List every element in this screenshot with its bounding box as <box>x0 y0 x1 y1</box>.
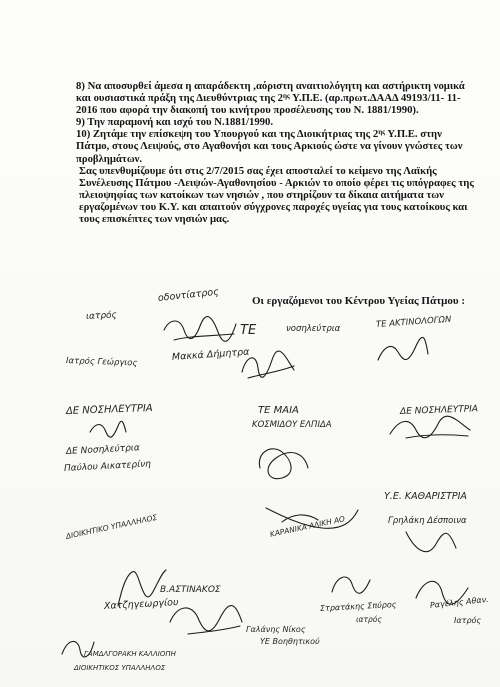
signature-scribble <box>58 632 98 662</box>
handwritten-label: Γαλάνης Νίκος <box>246 625 306 634</box>
handwritten-label: Β.ΑΣΤΙΝΑΚΟΣ <box>160 585 221 595</box>
handwritten-label: Υ.Ε. ΚΑΘΑΡΙΣΤΡΙΑ <box>384 491 467 502</box>
signature-scribble <box>166 598 246 642</box>
superscript: ης <box>378 128 386 137</box>
handwritten-label: ΤΕ ΜΑΙΑ <box>258 405 299 416</box>
handwritten-label: ιατρός <box>85 310 118 322</box>
handwritten-label: νοσηλεύτρια <box>286 324 341 334</box>
signature-scribble <box>412 568 472 614</box>
handwritten-label: ΚΟΣΜΙΔΟΥ ΕΛΠΙΔΑ <box>252 420 332 430</box>
handwritten-label: Παύλου Αικατερίνη <box>63 459 152 474</box>
signature-scribble <box>386 414 472 442</box>
signature-scribble <box>400 522 460 562</box>
handwritten-label: ΚΑΡΑΝΙΚΑ ΑΛΙΚΗ ΑΟ <box>269 514 346 539</box>
paragraph-8 <box>76 80 476 116</box>
handwritten-label: ΔΕ ΝΟΣΗΛΕΥΤΡΙΑ <box>65 402 153 417</box>
signature-scribble <box>372 336 432 368</box>
superscript: ης <box>282 92 290 101</box>
signature-scribble <box>88 418 128 438</box>
signature-scribble <box>238 348 298 382</box>
signature-scribble <box>252 438 312 484</box>
signature-scribble <box>160 312 240 348</box>
signature-scribble <box>326 568 376 604</box>
handwritten-label: Γρηλάκη Δέσποινα <box>388 516 467 526</box>
handwritten-label: ΤΕ <box>240 323 257 338</box>
paragraph-10-rest: Υ.Π.Ε. στην Πάτμο, στους Λειψούς, στο Αγαθονήσι και τους Αρκιούς ώστε να γίνουν γνώστες των προβλημάτων. <box>76 128 463 165</box>
handwritten-label: ΤΕ ΑΚΤΙΝΟΛΟΓΩΝ <box>375 314 452 330</box>
paragraph-reminder: Σας υπενθυμίζουμε ότι στις 2/7/2015 σας έχει αποσταλεί το κείμενο της Λαϊκής Συνέλευσης Πάτμου -Λειψών-Αγαθονησίου - Αρκιών το οποίο φέρει τις υπόγραφες της πλειοψηφίας των κατοίκων των νησιών , που στηρίζουν τα δίκαια αιτήματα των εργαζομένων του Κ.Υ. και απαιτούν σύγχρονες παροχές υγείας για τους κατοίκους και τους επισκέπτες των νησιών μας. <box>79 164 474 226</box>
handwritten-label: ΔΙΟΙΚΗΤΙΚΟΣ ΥΠΑΛΛΗΛΟΣ <box>74 664 166 672</box>
paragraph-9: 9) Την παραμονή και ισχύ του Ν.1881/1990. <box>76 116 274 129</box>
handwritten-label: Στρατάκης Σπύρος <box>319 600 397 613</box>
signatures-heading: Οι εργαζόμενοι του Κέντρου Υγείας Πάτμου : <box>252 295 466 307</box>
handwritten-label: ΥΕ Βοηθητικού <box>260 637 320 646</box>
handwritten-label: Μακκά Δήμητρα <box>171 346 250 363</box>
handwritten-label: ΔΕ ΝΟΣΗΛΕΥΤΡΙΑ <box>399 404 479 417</box>
signature-scribble <box>262 500 362 536</box>
handwritten-label: Ραγέλης Αθαν. <box>429 594 490 610</box>
handwritten-label: ΔΕ Νοσηλεύτρια <box>65 443 141 457</box>
handwritten-label: Ιατρός Γεώργιος <box>65 356 138 369</box>
handwritten-label: ιατρός <box>356 615 382 624</box>
paragraph-10-text: 10) Ζητάμε την επίσκεψη του Υπουργού και της Διοικήτριας της 2 <box>76 128 379 141</box>
handwritten-label: ΔΙΟΙΚΗΤΙΚΟ ΥΠΑΛΛΗΛΟΣ <box>65 512 158 541</box>
paragraph-8-rest: Υ.Π.Ε. (αρ.πρωτ.ΔΑΑΔ 49193/11- 11-2016 που αφορά την διακοπή του κινήτρου προσέλευσης του Ν. 1881/1990). <box>76 92 461 117</box>
handwritten-label: Χατζηγεωργίου <box>103 597 179 612</box>
signature-scribble <box>110 566 170 610</box>
paragraph-8-text: 8) Να αποσυρθεί άμεσα η απαράδεκτη ,αόριστη αναιτιολόγητη και αστήρικτη νομικά και ουσιαστικά πράξη της Διευθύντριας της 2 <box>76 80 465 105</box>
handwritten-label: οδοντίατρος <box>157 286 220 304</box>
handwritten-label: Ιατρός <box>454 616 482 625</box>
letter-body <box>76 80 476 225</box>
handwritten-label: ΓΑΜΔΛΓΟΡΑΚΗ ΚΑΛΛΙΟΠΗ <box>84 650 176 658</box>
paragraph-10 <box>76 128 476 164</box>
